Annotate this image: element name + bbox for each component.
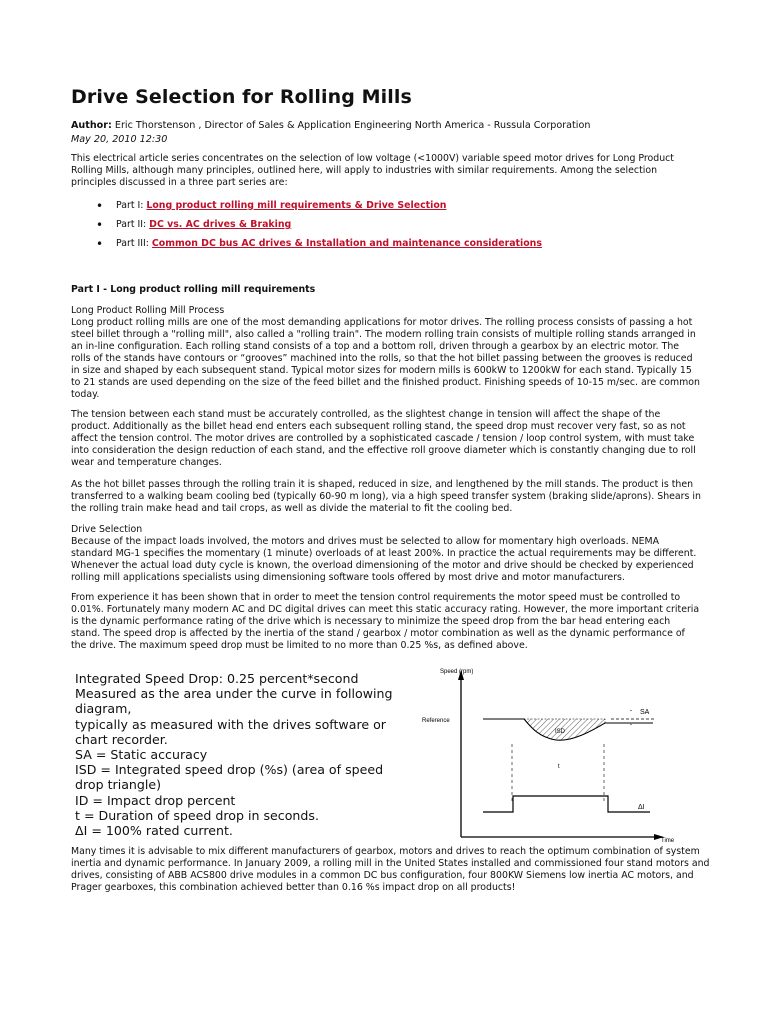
- drive-text: Because of the impact loads involved, the motors and drives must be selected to allow for momentary high overloads. NEMA standard MG-1 specifies the momentary (1 minute) overloads of at least 200%. In practice the actual requirements may be different. Whenever the actual load duty cycle is known, the overload dimensioning of the motor and drive should be checked by experienced rolling mill applications specialists using dimensioning software tools offered by most drive and motor manufacturers.: [71, 536, 697, 583]
- parts-list: [96, 200, 542, 257]
- definition-line: typically as measured with the drives software or chart recorder.: [75, 716, 386, 747]
- author-label: Author:: [71, 120, 112, 131]
- billet-paragraph: As the hot billet passes through the rolling train it is shaped, reduced in size, and lengthened by the mill stands. The product is then transferred to a walking beam cooling bed (typically 60-90 m long), via a high speed transfer system (braking slide/aprons). Shears in the rolling train make head and tail crops, as well as divide the material to fit the cooling bed.: [71, 479, 701, 514]
- list-item: [96, 200, 542, 219]
- author-line: [71, 120, 590, 131]
- drive-selection-paragraph: [71, 524, 701, 584]
- bullet-icon: •: [96, 218, 104, 232]
- list-item: [96, 219, 542, 238]
- tension-paragraph: The tension between each stand must be accurately controlled, as the slightest change in tension will affect the shape of the product. Additionally as the billet head end enters each subsequent rolling stand, the speed drop must recover very fast, so as not affect the tension control. The motor drives are controlled by a sophisticated cascade / tension / loop control system, with must take into consideration the design reduction of each stand, and the effective roll groove diameter which is constantly changing due to roll wear and temperature changes.: [71, 409, 696, 468]
- t-label: t: [558, 764, 560, 770]
- bullet-icon: •: [96, 199, 104, 213]
- publish-date: May 20, 2010 12:30: [71, 134, 168, 145]
- definition-line: ΔI = 100% rated current.: [75, 823, 233, 839]
- definition-line: Integrated Speed Drop: 0.25 percent*second: [75, 671, 359, 686]
- part-3-link[interactable]: Common DC bus AC drives & Installation and maintenance considerations: [151, 238, 542, 249]
- author-text: Eric Thorstenson , Director of Sales & Application Engineering North America - Russula Corporation: [111, 120, 591, 131]
- experience-paragraph: From experience it has been shown that in order to meet the tension control requirements the motor speed must be controlled to 0.01%. Fortunately many modern AC and DC digital drives can meet this static accuracy rating. However, the more important criteria is the dynamic performance rating of the drive which is necessary to minimize the speed drop from the bar head entering each stand. The speed drop is affected by the inertia of the stand / gearbox / motor combination as well as the dynamic performance of the drive. The maximum speed drop must be limited to no more than 0.25 %s, as defined above.: [71, 592, 700, 651]
- speed-drop-diagram: [418, 662, 688, 844]
- reference-label: Reference: [422, 718, 450, 724]
- list-item: [96, 238, 542, 257]
- part-1-link[interactable]: Long product rolling mill requirements & Drive Selection: [146, 200, 447, 211]
- bullet-icon: •: [96, 237, 104, 251]
- definition-line: t = Duration of speed drop in seconds.: [75, 807, 319, 823]
- definition-line: ISD = Integrated speed drop (%s) (area of speed drop triangle): [75, 762, 384, 793]
- section-heading: Part I - Long product rolling mill requirements: [71, 284, 316, 295]
- process-subheading: Long Product Rolling Mill Process: [71, 305, 225, 316]
- definition-line: SA = Static accuracy: [75, 747, 208, 763]
- part-2-link[interactable]: DC vs. AC drives & Braking: [149, 219, 292, 230]
- y-axis-label: Speed (rpm): [440, 669, 474, 675]
- definition-line: Measured as the area under the curve in following diagram,: [75, 686, 393, 717]
- part-prefix: Part II:: [116, 219, 150, 230]
- part-prefix: Part I:: [116, 200, 147, 211]
- sa-top-marker: ˇ: [630, 711, 632, 717]
- closing-paragraph: Many times it is advisable to mix different manufacturers of gearbox, motors and drives to reach the optimum combination of system inertia and dynamic performance. In January 2009, a rolling mill in the United States installed and commissioned four stand motors and drives, consisting of ABB ACS800 drive modules in a common DC bus configuration, four 800KW Siemens low inertia AC motors, and Prager gearboxes, this combination achieved better than 0.16 %s impact drop on all products!: [71, 846, 710, 893]
- delta-i-label: ΔI: [638, 804, 645, 811]
- process-text: Long product rolling mills are one of the most demanding applications for motor drives. The rolling process consists of passing a hot steel billet through a "rolling mill", also called a "rolling train". The modern rolling train consists of multiple rolling stands arranged in an in-line configuration. Each rolling stand consists of a top and a bottom roll, driven through a gearbox by an electric motor. The rolls of the stands have contours or “grooves” machined into the rolls, so that the hot billet passing between the grooves is reduced in size and shaped by each subsequent stand. Typical motor sizes for modern mills is 600kW to 1200kW for each stand. Typically 15 to 21 stands are used depending on the size of the feed billet and the finished product. Finishing speeds of 10-15 m/sec. are common today.: [71, 317, 700, 400]
- sa-label: SA: [640, 709, 650, 716]
- current-pulse: [483, 796, 650, 812]
- article-title: Drive Selection for Rolling Mills: [71, 86, 412, 108]
- definition-line: ID = Impact drop percent: [75, 792, 236, 808]
- process-paragraph: [71, 305, 701, 401]
- isd-label: ISD: [555, 729, 566, 735]
- part-prefix: Part III:: [116, 238, 152, 249]
- intro-paragraph: This electrical article series concentrates on the selection of low voltage (<1000V) variable speed motor drives for Long Product Rolling Mills, although many principles, outlined here, will apply to industries with similar requirements. Among the selection principles discussed in a three part series are:: [71, 153, 674, 188]
- definitions-block: [75, 671, 405, 838]
- drive-subheading: Drive Selection: [71, 524, 143, 535]
- x-axis-label: Time: [661, 838, 675, 844]
- sa-bottom-marker: ˆ: [630, 725, 632, 731]
